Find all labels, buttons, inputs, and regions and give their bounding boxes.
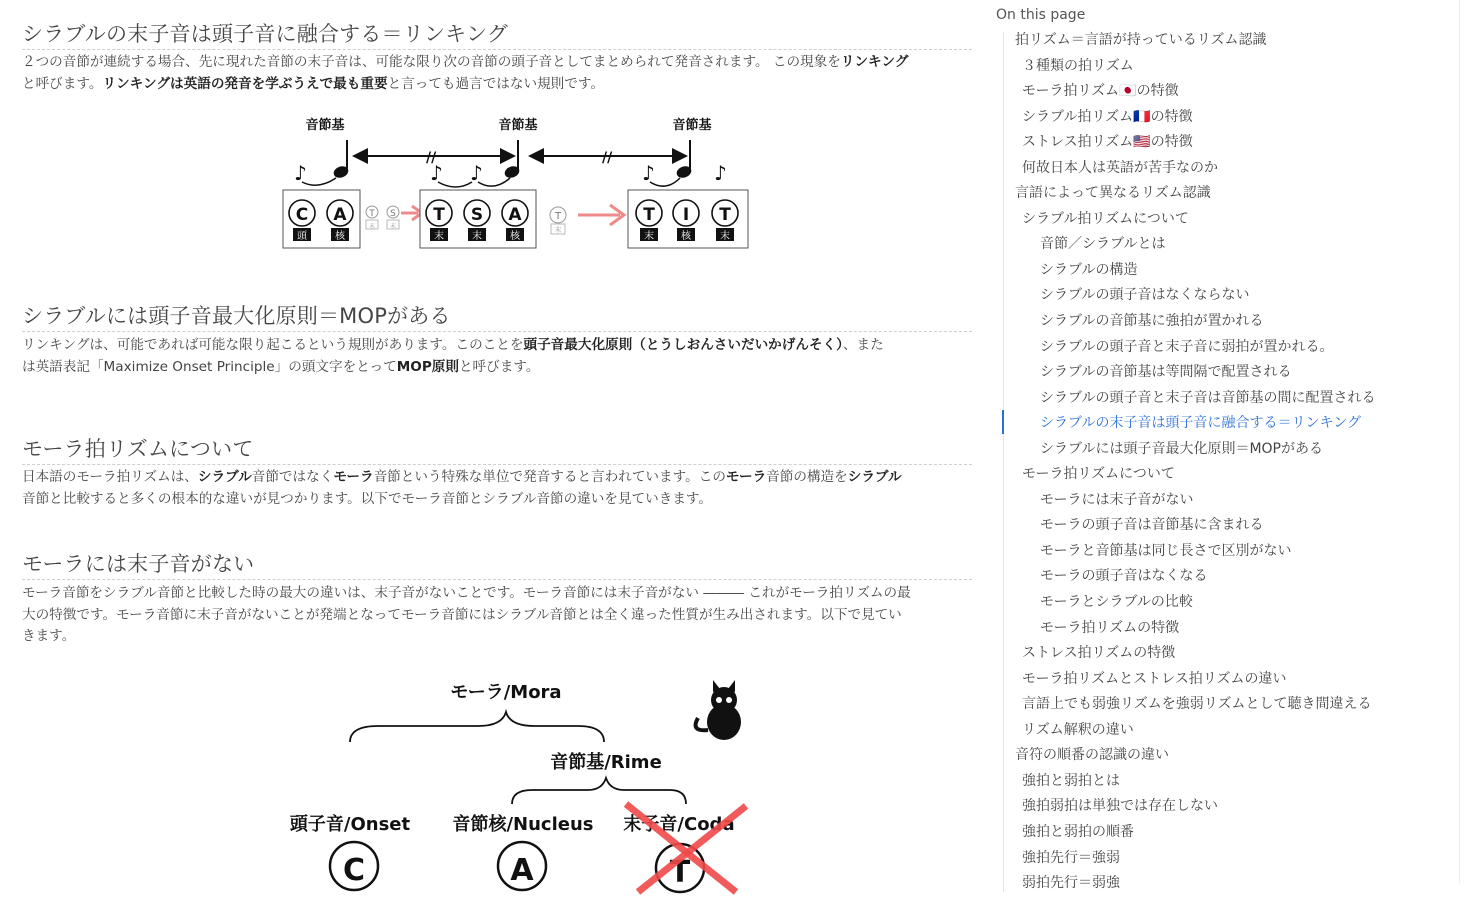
toc-item[interactable]: 強拍先行＝強弱 (1022, 849, 1120, 866)
rime-label: 音節基/Rime (550, 752, 662, 773)
paragraph-linking: ２つの音節が連続する場合、先に現れた音節の末子音は、可能な限り次の音節の頭子音としてまとめられて発音されます。 この現象をリンキング と呼びます。リンキングは英語の発音を学ぶうえで最も重要と言っても過言ではない規則です。 (22, 54, 909, 92)
svg-text:末: 末 (644, 231, 654, 242)
toc-title: On this page (996, 7, 1086, 23)
toc-item[interactable]: ストレス拍リズム🇺🇸の特徴 (1022, 134, 1193, 151)
toc-item[interactable]: モーラ拍リズム🇯🇵の特徴 (1022, 83, 1179, 100)
tie-mark-2: // (602, 150, 613, 166)
toc-item[interactable]: モーラと音節基は同じ長さで区別がない (1040, 542, 1292, 559)
section-heading-mop: シラブルには頭子音最大化原則＝MOPがある (22, 300, 972, 332)
coda-label: 末子音/Coda (623, 814, 735, 835)
toc-item[interactable]: モーラには末子音がない (1040, 491, 1194, 508)
section-heading-mora-rhythm: モーラ拍リズムについて (22, 433, 972, 465)
svg-text:A: A (333, 205, 347, 225)
section-heading-no-coda: モーラには末子音がない (22, 548, 972, 580)
svg-text:末: 末 (472, 231, 482, 242)
toc-item[interactable]: シラブルには頭子音最大化原則＝MOPがある (1040, 440, 1323, 457)
rime-label-1: 音節基 (305, 118, 345, 133)
eighth-note-icon: ♪ (430, 161, 443, 185)
eighth-note-icon: ♪ (470, 161, 483, 185)
toc-item[interactable]: 拍リズム＝言語が持っているリズム認識 (1015, 32, 1267, 48)
mora-structure-diagram (258, 670, 778, 890)
toc-item[interactable]: 強拍と弱拍の順番 (1022, 823, 1134, 840)
rime-label-2: 音節基 (498, 118, 538, 133)
toc-item[interactable]: 言語上でも弱強リズムを強弱リズムとして聴き間違える (1022, 696, 1372, 713)
svg-text:頭: 頭 (297, 231, 307, 242)
toc-item[interactable]: ３種類の拍リズム (1022, 57, 1134, 74)
toc-item[interactable]: シラブルの音節基に強拍が置かれる (1040, 313, 1264, 330)
linking-diagram (258, 112, 731, 254)
tie-mark-1: // (426, 150, 437, 166)
svg-text:末: 末 (720, 231, 730, 242)
svg-text:末: 末 (389, 223, 397, 230)
nucleus-letter: A (510, 853, 534, 888)
svg-text:T: T (433, 205, 445, 225)
eighth-note-icon: ♪ (714, 161, 727, 185)
quarter-note-icon (333, 140, 693, 179)
svg-text:T: T (369, 209, 375, 219)
svg-text:C: C (295, 205, 309, 225)
toc-item[interactable]: 何故日本人は英語が苦手なのか (1022, 159, 1218, 176)
onset-letter: C (342, 853, 366, 888)
svg-text:末: 末 (368, 223, 376, 230)
svg-text:核: 核 (681, 231, 691, 242)
svg-text:I: I (682, 205, 690, 225)
toc-item[interactable]: シラブルの頭子音と末子音に弱拍が置かれる。 (1040, 338, 1334, 355)
toc-item[interactable]: シラブル拍リズムについて (1022, 210, 1189, 227)
toc-item[interactable]: シラブルの音節基は等間隔で配置される (1040, 364, 1292, 381)
toc-item[interactable]: シラブルの頭子音はなくならない (1040, 287, 1250, 304)
scrollbar-track[interactable] (1459, 0, 1460, 883)
rime-label-3: 音節基 (672, 118, 712, 133)
svg-text:末: 末 (434, 231, 444, 242)
toc-item[interactable]: モーラの頭子音はなくなる (1040, 568, 1208, 585)
svg-text:T: T (554, 211, 562, 222)
svg-text:核: 核 (510, 231, 520, 242)
toc-item[interactable]: シラブルの末子音は頭子音に融合する＝リンキング (1040, 415, 1362, 432)
toc-item[interactable]: リズム解釈の違い (1022, 721, 1134, 738)
svg-text:S: S (470, 205, 484, 225)
toc-item[interactable]: 強拍弱拍は単独では存在しない (1022, 798, 1218, 815)
toc-item[interactable]: ストレス拍リズムの特徴 (1022, 645, 1176, 662)
mora-label: モーラ/Mora (450, 682, 562, 703)
toc-item[interactable]: 言語によって異なるリズム認識 (1015, 185, 1211, 202)
toc-item[interactable]: 弱拍先行＝弱強 (1022, 875, 1120, 892)
toc-item[interactable]: モーラの頭子音は音節基に含まれる (1040, 517, 1264, 534)
toc-item[interactable]: モーラ拍リズムの特徴 (1040, 619, 1180, 636)
paragraph-mop: リンキングは、可能であれば可能な限り起こるという規則があります。このことを頭子音最大化原則（とうしおんさいだいかげんそく）、また は英語表記「Maximize Onset Principle」の頭文字をとってMOP原則と呼びます。 (22, 337, 884, 375)
paragraph-no-coda: モーラ音節をシラブル音節と比較した時の最大の違いは、末子音がないことです。モーラ音節には末子音がない ――― これがモーラ拍リズムの最 大の特徴です。モーラ音節に末子音がないことが発端となってモーラ音節にはシラブル音節とは全く違った性質が生み出されます。以下で見てい きます。 (22, 585, 911, 644)
svg-text:T: T (643, 205, 655, 225)
toc-list (996, 28, 1456, 897)
nucleus-label: 音節核/Nucleus (452, 814, 594, 835)
toc-item[interactable]: 音節／シラブルとは (1040, 236, 1166, 253)
eighth-note-icon: ♪ (294, 161, 307, 185)
section-heading-linking: シラブルの末子音は頭子音に融合する＝リンキング (22, 18, 972, 50)
svg-text:A: A (508, 205, 522, 225)
article (22, 0, 972, 890)
toc-item[interactable]: シラブルの頭子音と末子音は音節基の間に配置される (1040, 389, 1376, 406)
svg-text:末: 末 (554, 226, 562, 234)
paragraph-mora-rhythm: 日本語のモーラ拍リズムは、シラブル音節ではなくモーラ音節という特殊な単位で発音すると言われています。このモーラ音節の構造をシラブル 音節と比較すると多くの根本的な違いが見つかります。以下でモーラ音節とシラブル音節の違いを見ていきます。 (22, 469, 902, 507)
toc-item[interactable]: 音符の順番の認識の違い (1015, 747, 1169, 764)
toc-item[interactable]: モーラとシラブルの比較 (1040, 594, 1193, 611)
svg-text:S: S (390, 209, 396, 219)
eighth-note-icon: ♪ (642, 161, 655, 185)
table-of-contents (996, 0, 1456, 892)
cat-icon (696, 680, 741, 740)
svg-text:核: 核 (335, 231, 345, 242)
svg-text:T: T (719, 205, 731, 225)
coda-letter: T (669, 855, 691, 890)
toc-item[interactable]: モーラ拍リズムについて (1022, 466, 1175, 483)
toc-item[interactable]: シラブルの構造 (1040, 261, 1138, 278)
toc-item[interactable]: モーラ拍リズムとストレス拍リズムの違い (1022, 670, 1287, 687)
onset-label: 頭子音/Onset (289, 814, 411, 835)
toc-item[interactable]: 強拍と弱拍とは (1022, 772, 1120, 789)
toc-item[interactable]: シラブル拍リズム🇫🇷の特徴 (1022, 108, 1193, 125)
